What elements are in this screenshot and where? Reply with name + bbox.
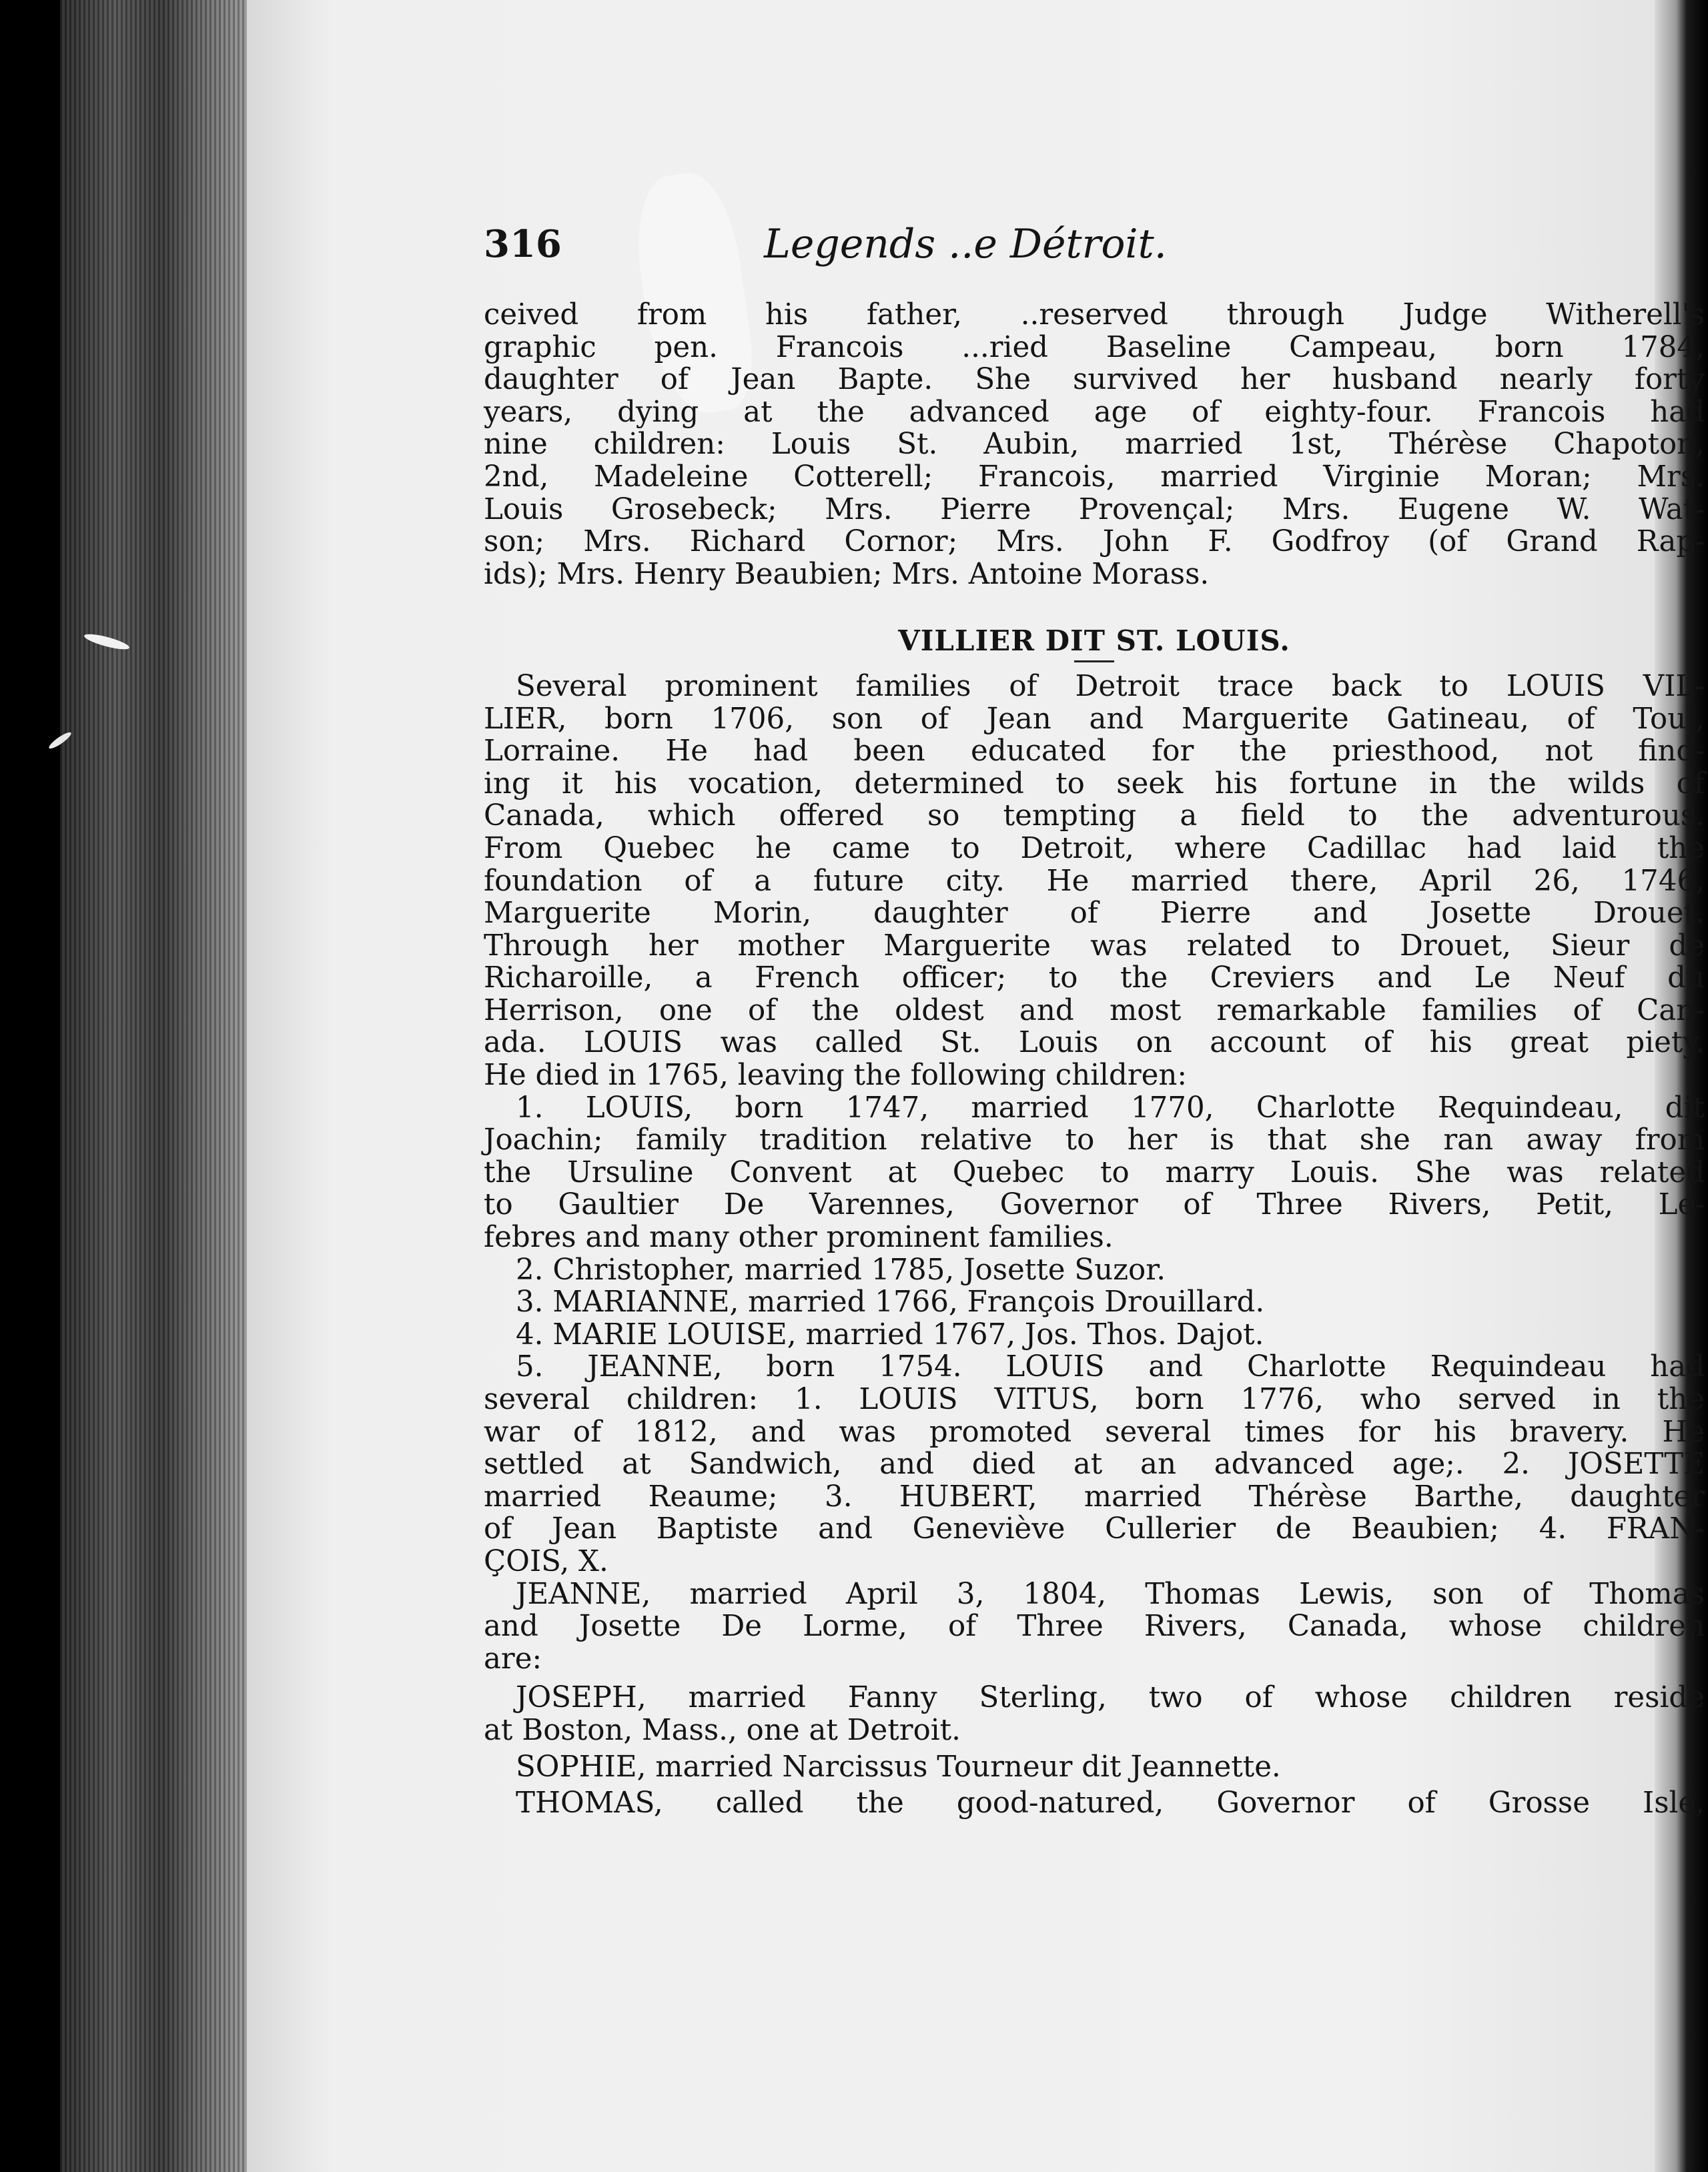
text-line: JEANNE, married April 3, 1804, Thomas Lewis, son of Thomas bbox=[516, 1577, 1705, 1611]
text-line: Marguerite Morin, daughter of Pierre and Josette Drouet. bbox=[484, 897, 1705, 931]
section-heading: VILLIER DIT ST. LOUIS. bbox=[898, 624, 1290, 658]
text-line: 2nd, Madeleine Cotterell; Francois, married Virginie Moran; Mrs. bbox=[484, 460, 1705, 494]
text-line: From Quebec he came to Detroit, where Cadillac had laid the bbox=[484, 831, 1705, 865]
text-line: Several prominent families of Detroit trace back to LOUIS VIL- bbox=[516, 669, 1705, 703]
main-paragraph-body bbox=[484, 703, 1705, 1092]
text-line: He died in 1765, leaving the following children: bbox=[484, 1059, 1188, 1093]
list-item: 3. MARIANNE, married 1766, François Drouillard. bbox=[516, 1285, 1265, 1319]
text-line: the Ursuline Convent at Quebec to marry Louis. She was related bbox=[484, 1155, 1705, 1189]
text-line: at Boston, Mass., one at Detroit. bbox=[484, 1713, 961, 1747]
list-item: 5. JEANNE, born 1754. LOUIS and Charlotte Requindeau had bbox=[516, 1350, 1705, 1384]
text-line: Herrison, one of the oldest and most remarkable families of Can- bbox=[484, 993, 1705, 1027]
jeanne-paragraph bbox=[484, 1578, 1705, 1676]
text-line: are: bbox=[484, 1642, 542, 1676]
book-binding bbox=[60, 0, 247, 2172]
text-line: ids); Mrs. Henry Beaubien; Mrs. Antoine Morass. bbox=[484, 557, 1210, 591]
text-line: ceived from his father, ..reserved through Judge Witherell's bbox=[484, 298, 1705, 332]
text-line: Canada, which offered so tempting a field to the adventurous. bbox=[484, 799, 1705, 833]
sophie-paragraph bbox=[484, 1751, 1705, 1784]
text-block bbox=[484, 220, 1705, 1820]
heading-rule bbox=[1074, 660, 1114, 662]
text-line: JOSEPH, married Fanny Sterling, two of whose children reside bbox=[516, 1681, 1705, 1715]
main-paragraph bbox=[484, 670, 1705, 703]
children-list bbox=[484, 1092, 1705, 1578]
list-item: 4. MARIE LOUISE, married 1767, Jos. Thos. Dajot. bbox=[516, 1317, 1264, 1351]
page-number: 316 bbox=[484, 222, 562, 266]
text-line: ÇOIS, X. bbox=[484, 1544, 608, 1578]
text-line: several children: 1. LOUIS VITUS, born 1776, who served in the bbox=[484, 1383, 1705, 1416]
book-page bbox=[247, 0, 1705, 2172]
thomas-paragraph bbox=[484, 1787, 1705, 1820]
running-title: Legends ..e Détroit. bbox=[764, 221, 1167, 267]
text-line: married Reaume; 3. HUBERT, married Thérèse Barthe, daughter bbox=[484, 1480, 1705, 1514]
text-line: settled at Sandwich, and died at an advanced age;. 2. JOSETTE bbox=[484, 1448, 1705, 1482]
text-line: years, dying at the advanced age of eighty-four. Francois had bbox=[484, 395, 1705, 429]
text-line: THOMAS, called the good-natured, Governor of Grosse Isle, bbox=[516, 1786, 1705, 1820]
text-line: ing it his vocation, determined to seek his fortune in the wilds of bbox=[484, 766, 1705, 800]
text-line: Lorraine. He had been educated for the priesthood, not find- bbox=[484, 734, 1705, 768]
list-item: 2. Christopher, married 1785, Josette Suzor. bbox=[516, 1253, 1166, 1287]
text-line: daughter of Jean Bapte. She survived her husband nearly forty bbox=[484, 363, 1705, 397]
text-line: Joachin; family tradition relative to her is that she ran away from bbox=[484, 1123, 1705, 1157]
opening-paragraph bbox=[484, 299, 1705, 590]
text-line: of Jean Baptiste and Geneviève Cullerier de Beaubien; 4. FRAN- bbox=[484, 1512, 1705, 1546]
text-line: son; Mrs. Richard Cornor; Mrs. John F. Godfroy (of Grand Rap- bbox=[484, 525, 1705, 559]
text-line: LIER, born 1706, son of Jean and Marguerite Gatineau, of Toul, bbox=[484, 702, 1705, 736]
text-line: Through her mother Marguerite was related to Drouet, Sieur de bbox=[484, 929, 1705, 963]
text-line: Richaroille, a French officer; to the Creviers and Le Neuf du bbox=[484, 961, 1705, 995]
text-line: war of 1812, and was promoted several times for his bravery. He bbox=[484, 1415, 1705, 1449]
text-line: to Gaultier De Varennes, Governor of Three Rivers, Petit, Le- bbox=[484, 1188, 1705, 1222]
text-line: nine children: Louis St. Aubin, married 1st, Thérèse Chapoton, bbox=[484, 428, 1705, 462]
text-line: foundation of a future city. He married there, April 26, 1746, bbox=[484, 864, 1705, 898]
text-line: graphic pen. Francois ...ried Baseline Campeau, born 1784, bbox=[484, 330, 1705, 364]
text-line: SOPHIE, married Narcissus Tourneur dit Jeannette. bbox=[516, 1750, 1281, 1784]
joseph-paragraph bbox=[484, 1682, 1705, 1746]
page-header bbox=[484, 220, 1705, 274]
text-line: febres and many other prominent families. bbox=[484, 1221, 1114, 1255]
list-item: 1. LOUIS, born 1747, married 1770, Charlotte Requindeau, dit bbox=[516, 1091, 1705, 1125]
text-line: Louis Grosebeck; Mrs. Pierre Provençal; Mrs. Eugene W. Wat- bbox=[484, 492, 1705, 526]
text-line: ada. LOUIS was called St. Louis on account of his great piety. bbox=[484, 1026, 1705, 1060]
text-line: and Josette De Lorme, of Three Rivers, Canada, whose children bbox=[484, 1610, 1705, 1644]
